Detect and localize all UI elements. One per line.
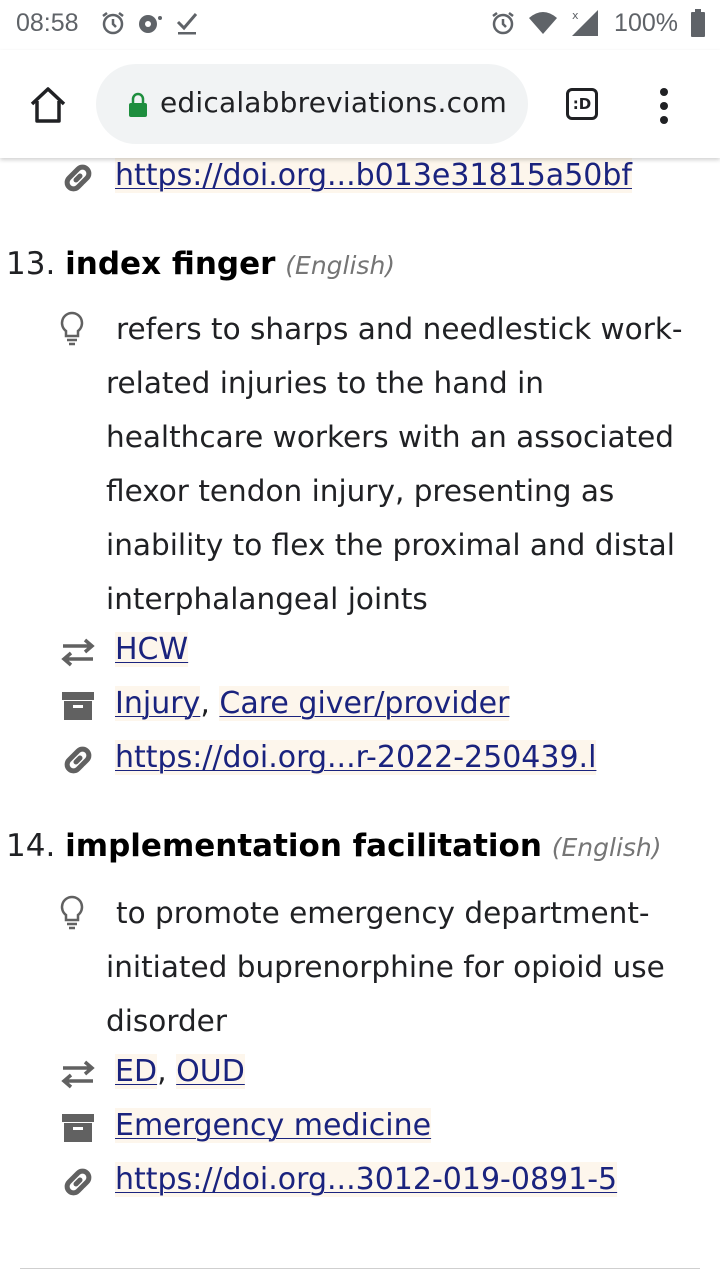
entry-term: implementation facilitation (65, 828, 542, 864)
download-done-icon (174, 10, 200, 36)
entry-term: index finger (65, 246, 276, 282)
entry-description: refers to sharps and needlestick work-related injuries to the hand in healthcare workers with an associated flexor tendon injury, presenting as inability to flex the proximal and distal interphalangeal joints (106, 312, 683, 616)
tab-switcher-button[interactable]: :D (566, 88, 598, 120)
entry-language: (English) (285, 251, 396, 280)
abbreviation-link[interactable]: ED (115, 1054, 158, 1089)
alarm-icon (100, 10, 126, 36)
entry-heading (6, 246, 395, 282)
entry-number: 13. (6, 246, 56, 282)
address-bar[interactable] (96, 64, 528, 144)
section-divider (20, 1268, 700, 1269)
status-icons-left (100, 10, 200, 36)
entry-number: 14. (6, 828, 56, 864)
status-bar (0, 0, 720, 50)
entry-language: (English) (551, 833, 662, 862)
doi-link[interactable]: https://doi.org...r-2022-250439.l (115, 740, 597, 775)
link-icon (58, 1162, 98, 1202)
separator: , (157, 1054, 167, 1089)
url-text[interactable]: еdicalabbreviations.com (160, 86, 507, 119)
category-link[interactable]: Care giver/provider (219, 686, 510, 721)
link-row (0, 1162, 720, 1206)
battery-icon (690, 9, 706, 37)
category-link[interactable]: Injury (115, 686, 201, 721)
alarm-icon (490, 10, 516, 36)
wifi-icon (528, 10, 558, 36)
lightbulb-icon (58, 894, 88, 934)
abbreviations-row (0, 632, 720, 676)
abbreviations-row (0, 1054, 720, 1098)
doi-link[interactable]: https://doi.org...3012-019-0891-5 (115, 1162, 618, 1197)
archive-icon (58, 686, 98, 726)
page-content (0, 158, 720, 1280)
battery-percent: 100% (614, 8, 678, 37)
status-time: 08:58 (16, 9, 79, 37)
home-icon[interactable] (26, 83, 70, 127)
link-icon (58, 740, 98, 780)
lock-icon (128, 92, 148, 118)
list-item-link-row (0, 158, 720, 202)
lightbulb-icon (58, 310, 88, 350)
category-link[interactable]: Emergency medicine (115, 1108, 432, 1143)
swap-icon (58, 632, 98, 672)
entry-description: to promote emergency department-initiated buprenorphine for opioid use disorder (106, 896, 665, 1038)
link-icon (58, 158, 98, 198)
separator: , (200, 686, 210, 721)
more-options-icon[interactable] (654, 86, 674, 126)
doi-link[interactable]: https://doi.org...b013e31815a50bf (115, 158, 632, 193)
archive-icon (58, 1108, 98, 1148)
status-icons-right (490, 8, 706, 38)
cell-signal-icon (570, 8, 602, 38)
abbreviation-link[interactable]: OUD (176, 1054, 245, 1089)
notification-icon (136, 10, 164, 36)
entry-heading (6, 828, 662, 864)
abbreviation-link[interactable]: HCW (115, 632, 189, 667)
categories-row (0, 686, 720, 730)
browser-toolbar (0, 50, 720, 158)
svg-text:x: x (572, 9, 579, 22)
link-row (0, 740, 720, 784)
categories-row (0, 1108, 720, 1152)
swap-icon (58, 1054, 98, 1094)
